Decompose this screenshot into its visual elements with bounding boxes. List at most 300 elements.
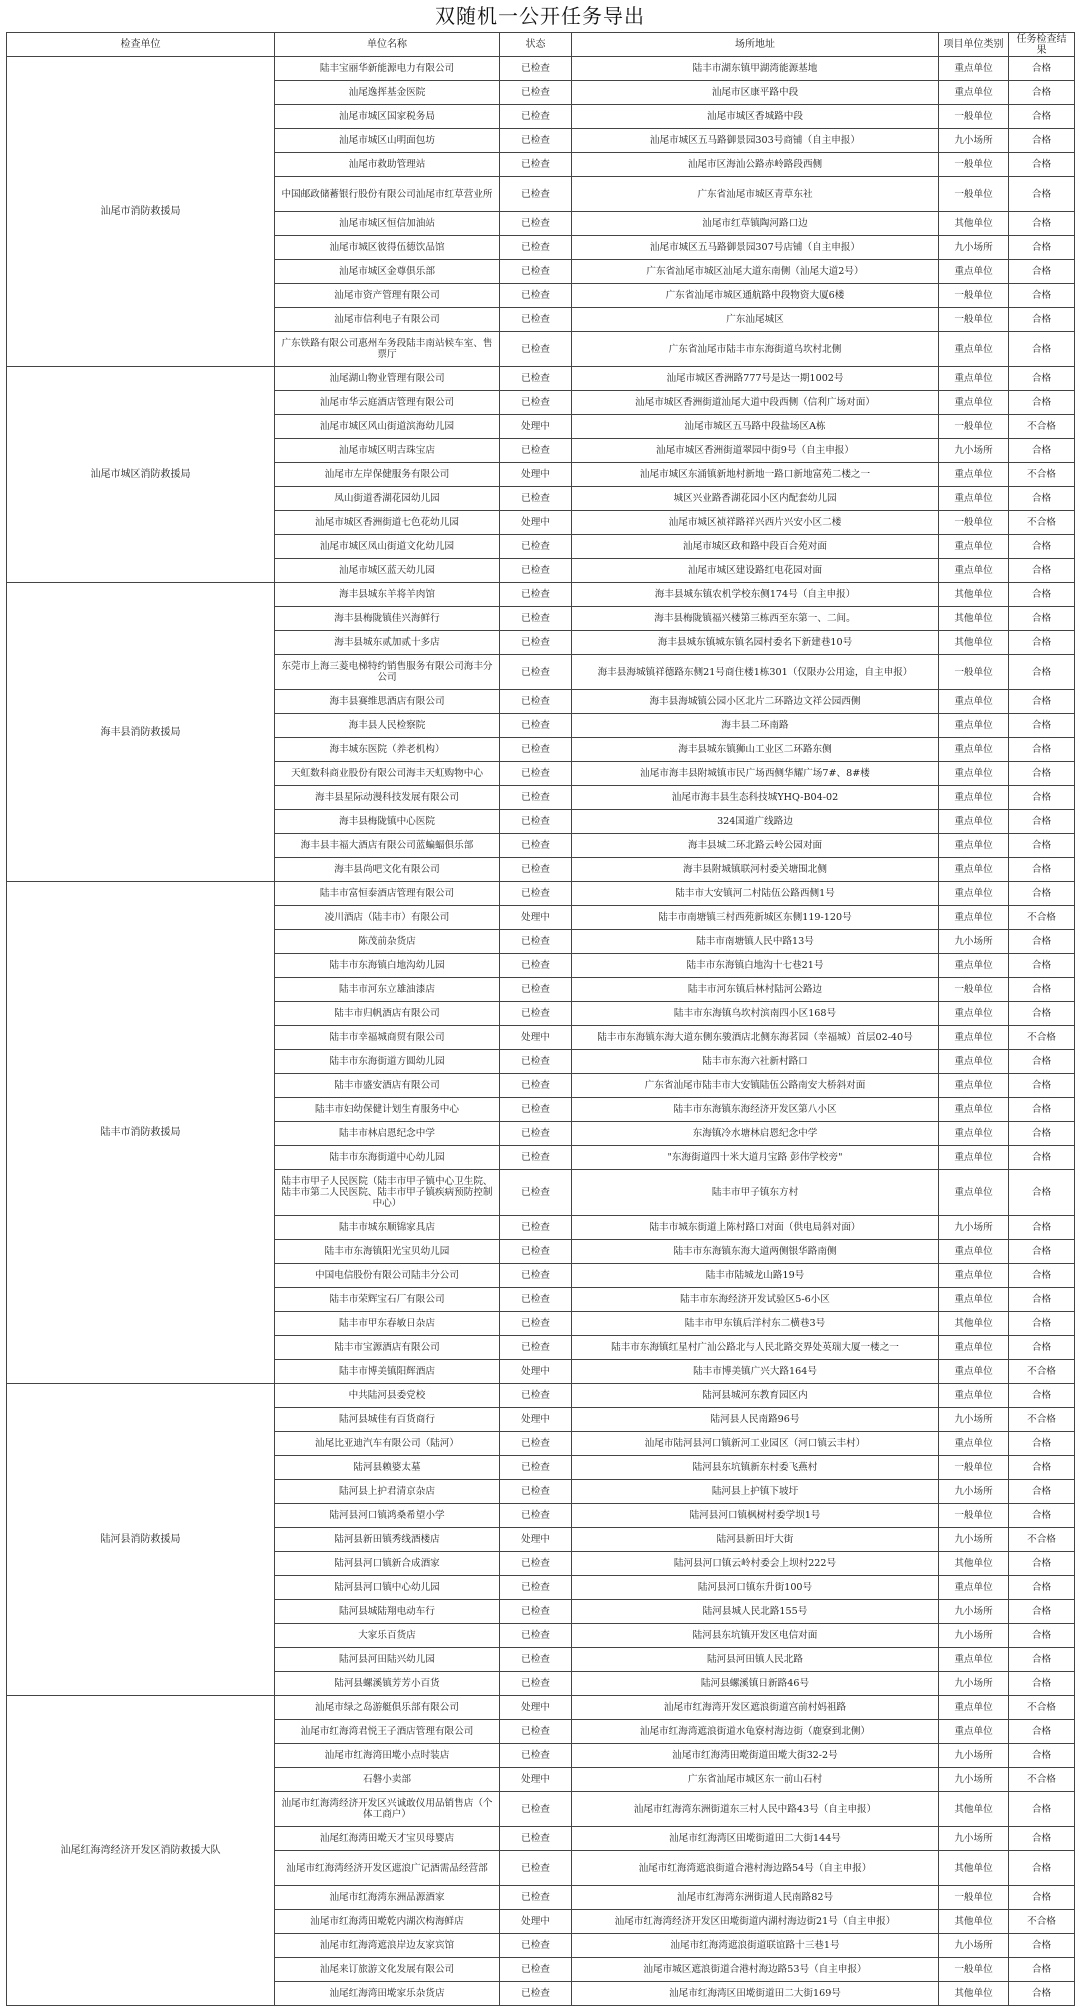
unit-name-cell: 汕尾市红海湾经济开发区兴诚敢仪用品销售店（个体工商户）	[275, 1792, 500, 1827]
address-cell: 汕尾市城区香洲街道汕尾大道中段西侧（信利广场对面）	[572, 391, 939, 415]
status-cell: 已检查	[500, 1122, 572, 1146]
result-cell: 合格	[1009, 559, 1075, 583]
result-cell: 合格	[1009, 1050, 1075, 1074]
status-cell: 处理中	[500, 1696, 572, 1720]
result-cell: 合格	[1009, 1576, 1075, 1600]
address-cell: 陆河县新田圩大街	[572, 1528, 939, 1552]
result-cell: 不合格	[1009, 463, 1075, 487]
status-cell: 已检查	[500, 1792, 572, 1827]
unit-name-cell: 陆丰市博美镇阳辉酒店	[275, 1360, 500, 1384]
category-cell: 重点单位	[939, 786, 1009, 810]
result-cell: 合格	[1009, 367, 1075, 391]
category-cell: 九小场所	[939, 129, 1009, 153]
document-title: 双随机一公开任务导出	[435, 4, 645, 28]
unit-name-cell: 陆丰市富恒泰酒店管理有限公司	[275, 882, 500, 906]
unit-name-cell: 汕尾市城区凤山街道文化幼儿园	[275, 535, 500, 559]
category-cell: 重点单位	[939, 1002, 1009, 1026]
result-cell: 合格	[1009, 177, 1075, 212]
unit-name-cell: 汕尾湖山物业管理有限公司	[275, 367, 500, 391]
address-cell: 陆河县城人民北路155号	[572, 1600, 939, 1624]
result-cell: 合格	[1009, 607, 1075, 631]
address-cell: 陆丰市湖东镇甲湖湾能源基地	[572, 57, 939, 81]
status-cell: 已检查	[500, 1576, 572, 1600]
task-table	[6, 32, 1075, 2006]
category-cell: 重点单位	[939, 463, 1009, 487]
category-cell: 重点单位	[939, 559, 1009, 583]
address-cell: 汕尾市海丰县生态科技城YHQ-B04-02	[572, 786, 939, 810]
address-cell: 陆丰市东海镇乌坎村滨南四小区168号	[572, 1002, 939, 1026]
unit-name-cell: 陆河县上护君清京杂店	[275, 1480, 500, 1504]
address-cell: 陆丰市东海经济开发试验区5-6小区	[572, 1288, 939, 1312]
address-cell: 陆丰市东海镇白地沟十七巷21号	[572, 954, 939, 978]
category-cell: 重点单位	[939, 1432, 1009, 1456]
unit-name-cell: 陆丰市林启恩纪念中学	[275, 1122, 500, 1146]
category-cell: 重点单位	[939, 1074, 1009, 1098]
status-cell: 已检查	[500, 177, 572, 212]
result-cell: 合格	[1009, 1827, 1075, 1851]
status-cell: 已检查	[500, 1827, 572, 1851]
unit-name-cell: 汕尾市城区国家税务局	[275, 105, 500, 129]
category-cell: 一般单位	[939, 105, 1009, 129]
result-cell: 不合格	[1009, 1360, 1075, 1384]
unit-name-cell: 海丰县尚吧文化有限公司	[275, 858, 500, 882]
address-cell: 陆丰市甲子镇东方村	[572, 1170, 939, 1216]
category-cell: 重点单位	[939, 954, 1009, 978]
result-cell: 合格	[1009, 631, 1075, 655]
result-cell: 合格	[1009, 1432, 1075, 1456]
unit-name-cell: 陆丰市妇幼保健计划生育服务中心	[275, 1098, 500, 1122]
category-cell: 九小场所	[939, 1744, 1009, 1768]
table-row	[7, 583, 1075, 607]
address-cell: 广东省汕尾市城区通航路中段物资大厦6楼	[572, 284, 939, 308]
category-cell: 重点单位	[939, 260, 1009, 284]
address-cell: 广东省汕尾市陆丰市大安镇陆伍公路南安大桥斜对面	[572, 1074, 939, 1098]
category-cell: 重点单位	[939, 332, 1009, 367]
status-cell: 已检查	[500, 81, 572, 105]
status-cell: 已检查	[500, 858, 572, 882]
status-cell: 已检查	[500, 1336, 572, 1360]
unit-name-cell: 海丰县赛维思酒店有限公司	[275, 690, 500, 714]
inspection-unit-cell: 陆河县消防救援局	[7, 1384, 275, 1696]
result-cell: 不合格	[1009, 1910, 1075, 1934]
status-cell: 已检查	[500, 1146, 572, 1170]
address-cell: 陆河县东坑镇开发区电信对面	[572, 1624, 939, 1648]
category-cell: 其他单位	[939, 583, 1009, 607]
header-unit-name: 单位名称	[275, 33, 500, 57]
address-cell: 陆丰市东海镇东海大道两侧银华路南侧	[572, 1240, 939, 1264]
unit-name-cell: 陆河县河口镇中心幼儿园	[275, 1576, 500, 1600]
category-cell: 重点单位	[939, 1146, 1009, 1170]
category-cell: 其他单位	[939, 1851, 1009, 1886]
category-cell: 重点单位	[939, 1098, 1009, 1122]
result-cell: 合格	[1009, 1958, 1075, 1982]
category-cell: 重点单位	[939, 1336, 1009, 1360]
category-cell: 一般单位	[939, 655, 1009, 690]
address-cell: 陆河县河口镇东升街100号	[572, 1576, 939, 1600]
status-cell: 已检查	[500, 1552, 572, 1576]
category-cell: 一般单位	[939, 1958, 1009, 1982]
unit-name-cell: 陆丰市归帆酒店有限公司	[275, 1002, 500, 1026]
status-cell: 已检查	[500, 1264, 572, 1288]
unit-name-cell: 汕尾来订旅游文化发展有限公司	[275, 1958, 500, 1982]
result-cell: 合格	[1009, 308, 1075, 332]
category-cell: 重点单位	[939, 858, 1009, 882]
address-cell: 汕尾市城区祯祥路祥兴西片兴安小区二楼	[572, 511, 939, 535]
unit-name-cell: 汕尾市左岸保健服务有限公司	[275, 463, 500, 487]
address-cell: 海丰县附城镇联河村委关塘围北侧	[572, 858, 939, 882]
status-cell: 已检查	[500, 930, 572, 954]
result-cell: 合格	[1009, 332, 1075, 367]
unit-name-cell: 中国电信股份有限公司陆丰分公司	[275, 1264, 500, 1288]
unit-name-cell: 陆丰市东海街道方圆幼儿园	[275, 1050, 500, 1074]
address-cell: 城区兴业路香湖花园小区内配套幼儿园	[572, 487, 939, 511]
status-cell: 已检查	[500, 786, 572, 810]
address-cell: 汕尾市区海汕公路赤岭路段西侧	[572, 153, 939, 177]
table-header-row	[7, 33, 1075, 57]
address-cell: 海丰县二环南路	[572, 714, 939, 738]
unit-name-cell: 汕尾逸挥基金医院	[275, 81, 500, 105]
result-cell: 合格	[1009, 57, 1075, 81]
address-cell: 汕尾市城区建设路红电花园对面	[572, 559, 939, 583]
address-cell: 海丰县海城镇祥德路东侧21号商住楼1栋301（仅限办公用途，自主申报）	[572, 655, 939, 690]
result-cell: 合格	[1009, 834, 1075, 858]
status-cell: 已检查	[500, 978, 572, 1002]
category-cell: 其他单位	[939, 607, 1009, 631]
unit-name-cell: 汕尾市城区恒信加油站	[275, 212, 500, 236]
result-cell: 合格	[1009, 1216, 1075, 1240]
result-cell: 合格	[1009, 738, 1075, 762]
result-cell: 合格	[1009, 954, 1075, 978]
unit-name-cell: 汕尾市城区山明面包坊	[275, 129, 500, 153]
address-cell: 汕尾市红海湾田墘街道田墘大街32-2号	[572, 1744, 939, 1768]
result-cell: 合格	[1009, 535, 1075, 559]
unit-name-cell: 陆丰市甲子人民医院（陆丰市甲子镇中心卫生院、陆丰市第二人民医院、陆丰市甲子镇疾病预防控制中心）	[275, 1170, 500, 1216]
status-cell: 已检查	[500, 332, 572, 367]
category-cell: 重点单位	[939, 1170, 1009, 1216]
category-cell: 重点单位	[939, 738, 1009, 762]
unit-name-cell: 陆河县河田陆兴幼儿园	[275, 1648, 500, 1672]
address-cell: 陆丰市东海六社新村路口	[572, 1050, 939, 1074]
result-cell: 合格	[1009, 1122, 1075, 1146]
status-cell: 已检查	[500, 882, 572, 906]
status-cell: 已检查	[500, 655, 572, 690]
category-cell: 其他单位	[939, 1552, 1009, 1576]
status-cell: 已检查	[500, 153, 572, 177]
status-cell: 已检查	[500, 1240, 572, 1264]
result-cell: 合格	[1009, 762, 1075, 786]
unit-name-cell: 汕尾市城区香洲街道七色花幼儿园	[275, 511, 500, 535]
result-cell: 合格	[1009, 1288, 1075, 1312]
address-cell: 汕尾市城区香城路中段	[572, 105, 939, 129]
unit-name-cell: 海丰县梅陇镇中心医院	[275, 810, 500, 834]
result-cell: 不合格	[1009, 1768, 1075, 1792]
status-cell: 已检查	[500, 1504, 572, 1528]
category-cell: 重点单位	[939, 57, 1009, 81]
unit-name-cell: 海丰县城东羊将羊肉馆	[275, 583, 500, 607]
unit-name-cell: 汕尾市城区明吉珠宝店	[275, 439, 500, 463]
address-cell: 陆丰市南塘镇人民中路13号	[572, 930, 939, 954]
address-cell: 陆丰市东海镇红星村广汕公路北与人民北路交界处英瑞大厦一楼之一	[572, 1336, 939, 1360]
unit-name-cell: 陆丰市城东顺锦家具店	[275, 1216, 500, 1240]
address-cell: 海丰县城二环北路云岭公园对面	[572, 834, 939, 858]
status-cell: 已检查	[500, 834, 572, 858]
result-cell: 合格	[1009, 1672, 1075, 1696]
address-cell: 汕尾市城区东涌镇新地村新地一路口新地富苑二楼之一	[572, 463, 939, 487]
unit-name-cell: 陆河县新田镇秀线酒楼店	[275, 1528, 500, 1552]
status-cell: 已检查	[500, 1600, 572, 1624]
unit-name-cell: 陆河县赖婆太墓	[275, 1456, 500, 1480]
status-cell: 已检查	[500, 284, 572, 308]
status-cell: 已检查	[500, 1432, 572, 1456]
header-result: 任务检查结果	[1009, 33, 1075, 57]
status-cell: 已检查	[500, 1288, 572, 1312]
result-cell: 合格	[1009, 978, 1075, 1002]
result-cell: 合格	[1009, 1170, 1075, 1216]
category-cell: 一般单位	[939, 177, 1009, 212]
category-cell: 一般单位	[939, 284, 1009, 308]
address-cell: 陆河县人民南路96号	[572, 1408, 939, 1432]
result-cell: 合格	[1009, 930, 1075, 954]
address-cell: 汕尾市红海湾东洲街道人民南路82号	[572, 1886, 939, 1910]
result-cell: 合格	[1009, 1934, 1075, 1958]
address-cell: 陆丰市南塘镇三村西苑新城区东侧119-120号	[572, 906, 939, 930]
status-cell: 已检查	[500, 1312, 572, 1336]
status-cell: 处理中	[500, 511, 572, 535]
unit-name-cell: 汕尾市城区风山街道滨海幼儿园	[275, 415, 500, 439]
header-status: 状态	[500, 33, 572, 57]
address-cell: 汕尾市城区五马路御景园307号店铺（自主申报）	[572, 236, 939, 260]
status-cell: 已检查	[500, 367, 572, 391]
category-cell: 一般单位	[939, 1886, 1009, 1910]
address-cell: 324国道广线路边	[572, 810, 939, 834]
category-cell: 其他单位	[939, 1910, 1009, 1934]
status-cell: 已检查	[500, 1982, 572, 2006]
category-cell: 重点单位	[939, 535, 1009, 559]
category-cell: 九小场所	[939, 1408, 1009, 1432]
status-cell: 处理中	[500, 1768, 572, 1792]
table-body	[7, 57, 1075, 2006]
address-cell: 陆河县东坑镇新东村委飞燕村	[572, 1456, 939, 1480]
address-cell: 汕尾市红海湾经济开发区田墘街道内湖村海边街21号（自主申报）	[572, 1910, 939, 1934]
header-inspection-unit: 检查单位	[7, 33, 275, 57]
unit-name-cell: 大家乐百货店	[275, 1624, 500, 1648]
unit-name-cell: 汕尾市城区蓝天幼儿园	[275, 559, 500, 583]
address-cell: 汕尾市海丰县附城镇市民广场西侧华耀广场7#、8#楼	[572, 762, 939, 786]
unit-name-cell: 陆丰宝丽华新能源电力有限公司	[275, 57, 500, 81]
category-cell: 重点单位	[939, 391, 1009, 415]
inspection-unit-cell: 海丰县消防救援局	[7, 583, 275, 882]
result-cell: 合格	[1009, 1240, 1075, 1264]
unit-name-cell: 汕尾市红海湾东洲品源酒家	[275, 1886, 500, 1910]
result-cell: 合格	[1009, 1504, 1075, 1528]
result-cell: 合格	[1009, 1982, 1075, 2006]
unit-name-cell: 汕尾市红海湾君悦王子酒店管理有限公司	[275, 1720, 500, 1744]
result-cell: 合格	[1009, 583, 1075, 607]
category-cell: 重点单位	[939, 1122, 1009, 1146]
category-cell: 重点单位	[939, 367, 1009, 391]
result-cell: 合格	[1009, 714, 1075, 738]
status-cell: 已检查	[500, 236, 572, 260]
unit-name-cell: 汕尾市绿之岛游艇俱乐部有限公司	[275, 1696, 500, 1720]
category-cell: 重点单位	[939, 714, 1009, 738]
status-cell: 已检查	[500, 1480, 572, 1504]
address-cell: 陆丰市城东街道上陈村路口对面（供电局斜对面）	[572, 1216, 939, 1240]
address-cell: 汕尾市城区遮浪街道合港村海边路53号（自主申报）	[572, 1958, 939, 1982]
result-cell: 合格	[1009, 129, 1075, 153]
address-cell: 汕尾市红海湾开发区遮浪街道宫前村妈祖路	[572, 1696, 939, 1720]
status-cell: 已检查	[500, 1648, 572, 1672]
address-cell: 汕尾市红海湾遮浪街道联谊路十三巷1号	[572, 1934, 939, 1958]
result-cell: 不合格	[1009, 1696, 1075, 1720]
unit-name-cell: 中共陆河县委党校	[275, 1384, 500, 1408]
address-cell: 陆丰市甲东镇后洋村东二横巷3号	[572, 1312, 939, 1336]
status-cell: 已检查	[500, 738, 572, 762]
category-cell: 重点单位	[939, 1026, 1009, 1050]
status-cell: 已检查	[500, 391, 572, 415]
unit-name-cell: 陆河县螺溪镇芳芳小百货	[275, 1672, 500, 1696]
unit-name-cell: 汕尾市城区彼得伍德饮品馆	[275, 236, 500, 260]
status-cell: 已检查	[500, 1624, 572, 1648]
result-cell: 合格	[1009, 260, 1075, 284]
category-cell: 一般单位	[939, 1504, 1009, 1528]
status-cell: 处理中	[500, 906, 572, 930]
address-cell: 陆丰市大安镇河二村陆伍公路西侧1号	[572, 882, 939, 906]
result-cell: 合格	[1009, 1851, 1075, 1886]
address-cell: 陆河县河口镇云岭村委会上坝村222号	[572, 1552, 939, 1576]
category-cell: 九小场所	[939, 1624, 1009, 1648]
category-cell: 其他单位	[939, 212, 1009, 236]
result-cell: 合格	[1009, 212, 1075, 236]
unit-name-cell: 天虹数科商业股份有限公司海丰天虹购物中心	[275, 762, 500, 786]
header-address: 场所地址	[572, 33, 939, 57]
category-cell: 其他单位	[939, 631, 1009, 655]
status-cell: 已检查	[500, 308, 572, 332]
address-cell: 海丰县城东镇狮山工业区二环路东侧	[572, 738, 939, 762]
unit-name-cell: 汕尾市救助管理站	[275, 153, 500, 177]
status-cell: 已检查	[500, 954, 572, 978]
unit-name-cell: 陆河县河口镇新合成酒家	[275, 1552, 500, 1576]
address-cell: 海丰县城东镇城东镇名园村委名下新建巷10号	[572, 631, 939, 655]
category-cell: 重点单位	[939, 882, 1009, 906]
category-cell: 重点单位	[939, 1240, 1009, 1264]
unit-name-cell: 陈茂前杂货店	[275, 930, 500, 954]
category-cell: 九小场所	[939, 1827, 1009, 1851]
unit-name-cell: 陆丰市河东立雄油漆店	[275, 978, 500, 1002]
address-cell: 汕尾市红海湾区田墘街道田二大街144号	[572, 1827, 939, 1851]
result-cell: 合格	[1009, 1744, 1075, 1768]
unit-name-cell: 汕尾市红海湾遮浪岸边友家宾馆	[275, 1934, 500, 1958]
unit-name-cell: 陆丰市东海镇白地沟幼儿园	[275, 954, 500, 978]
category-cell: 九小场所	[939, 930, 1009, 954]
result-cell: 合格	[1009, 1552, 1075, 1576]
inspection-unit-cell: 陆丰市消防救援局	[7, 882, 275, 1384]
status-cell: 处理中	[500, 1026, 572, 1050]
status-cell: 已检查	[500, 810, 572, 834]
address-cell: 陆丰市河东镇后林村陆河公路边	[572, 978, 939, 1002]
status-cell: 已检查	[500, 1050, 572, 1074]
category-cell: 重点单位	[939, 1720, 1009, 1744]
status-cell: 已检查	[500, 1744, 572, 1768]
status-cell: 已检查	[500, 714, 572, 738]
status-cell: 处理中	[500, 1360, 572, 1384]
unit-name-cell: 陆河县城佳有百货商行	[275, 1408, 500, 1432]
category-cell: 一般单位	[939, 153, 1009, 177]
result-cell: 不合格	[1009, 906, 1075, 930]
result-cell: 合格	[1009, 1624, 1075, 1648]
unit-name-cell: 汕尾市红海湾经济开发区遮浪广记酒需品经营部	[275, 1851, 500, 1886]
unit-name-cell: 海丰县城东贰加贰十多店	[275, 631, 500, 655]
status-cell: 处理中	[500, 415, 572, 439]
unit-name-cell: 陆丰市甲东春敏日杂店	[275, 1312, 500, 1336]
unit-name-cell: 东莞市上海三菱电梯特约销售服务有限公司海丰分公司	[275, 655, 500, 690]
result-cell: 合格	[1009, 81, 1075, 105]
address-cell: 汕尾市红海湾区田墘街道田二大街169号	[572, 1982, 939, 2006]
status-cell: 处理中	[500, 463, 572, 487]
address-cell: 陆丰市陆城龙山路19号	[572, 1264, 939, 1288]
table-row	[7, 1384, 1075, 1408]
category-cell: 一般单位	[939, 1456, 1009, 1480]
unit-name-cell: 陆丰市盛安酒店有限公司	[275, 1074, 500, 1098]
unit-name-cell: 汕尾市信利电子有限公司	[275, 308, 500, 332]
category-cell: 重点单位	[939, 1264, 1009, 1288]
unit-name-cell: 海丰县人民检察院	[275, 714, 500, 738]
status-cell: 已检查	[500, 1002, 572, 1026]
status-cell: 已检查	[500, 1456, 572, 1480]
result-cell: 不合格	[1009, 1026, 1075, 1050]
result-cell: 合格	[1009, 439, 1075, 463]
result-cell: 合格	[1009, 105, 1075, 129]
status-cell: 已检查	[500, 559, 572, 583]
category-cell: 一般单位	[939, 511, 1009, 535]
result-cell: 合格	[1009, 1264, 1075, 1288]
address-cell: 陆河县上护镇下坡圩	[572, 1480, 939, 1504]
category-cell: 重点单位	[939, 834, 1009, 858]
unit-name-cell: 石磐小卖部	[275, 1768, 500, 1792]
unit-name-cell: 汕尾比亚迪汽车有限公司（陆河）	[275, 1432, 500, 1456]
category-cell: 九小场所	[939, 1480, 1009, 1504]
category-cell: 重点单位	[939, 1696, 1009, 1720]
result-cell: 合格	[1009, 153, 1075, 177]
unit-name-cell: 汕尾市资产管理有限公司	[275, 284, 500, 308]
result-cell: 合格	[1009, 1312, 1075, 1336]
category-cell: 重点单位	[939, 1384, 1009, 1408]
address-cell: 广东汕尾城区	[572, 308, 939, 332]
result-cell: 合格	[1009, 1074, 1075, 1098]
unit-name-cell: 陆丰市东海街道中心幼儿园	[275, 1146, 500, 1170]
status-cell: 处理中	[500, 1528, 572, 1552]
status-cell: 已检查	[500, 1384, 572, 1408]
category-cell: 重点单位	[939, 762, 1009, 786]
result-cell: 合格	[1009, 858, 1075, 882]
unit-name-cell: 汕尾市红海湾田墘小点时装店	[275, 1744, 500, 1768]
status-cell: 处理中	[500, 1910, 572, 1934]
status-cell: 已检查	[500, 1720, 572, 1744]
unit-name-cell: 陆丰市荣辉宝石厂有限公司	[275, 1288, 500, 1312]
category-cell: 一般单位	[939, 308, 1009, 332]
unit-name-cell: 陆丰市幸福城商贸有限公司	[275, 1026, 500, 1050]
address-cell: 汕尾市城区香洲路777号是达一期1002号	[572, 367, 939, 391]
table-row	[7, 882, 1075, 906]
status-cell: 已检查	[500, 1074, 572, 1098]
address-cell: 广东省汕尾市陆丰市东海街道乌坎村北侧	[572, 332, 939, 367]
unit-name-cell: 广东铁路有限公司惠州车务段陆丰南站候车室、售票厅	[275, 332, 500, 367]
address-cell: 广东省汕尾市城区汕尾大道东南侧（汕尾大道2号）	[572, 260, 939, 284]
category-cell: 九小场所	[939, 1528, 1009, 1552]
unit-name-cell: 汕尾红海湾田墘天才宝贝母婴店	[275, 1827, 500, 1851]
status-cell: 已检查	[500, 439, 572, 463]
status-cell: 已检查	[500, 1170, 572, 1216]
address-cell: 陆丰市东海镇东海大道东侧东骏酒店北侧东海茗园（幸福城）首层02-40号	[572, 1026, 939, 1050]
